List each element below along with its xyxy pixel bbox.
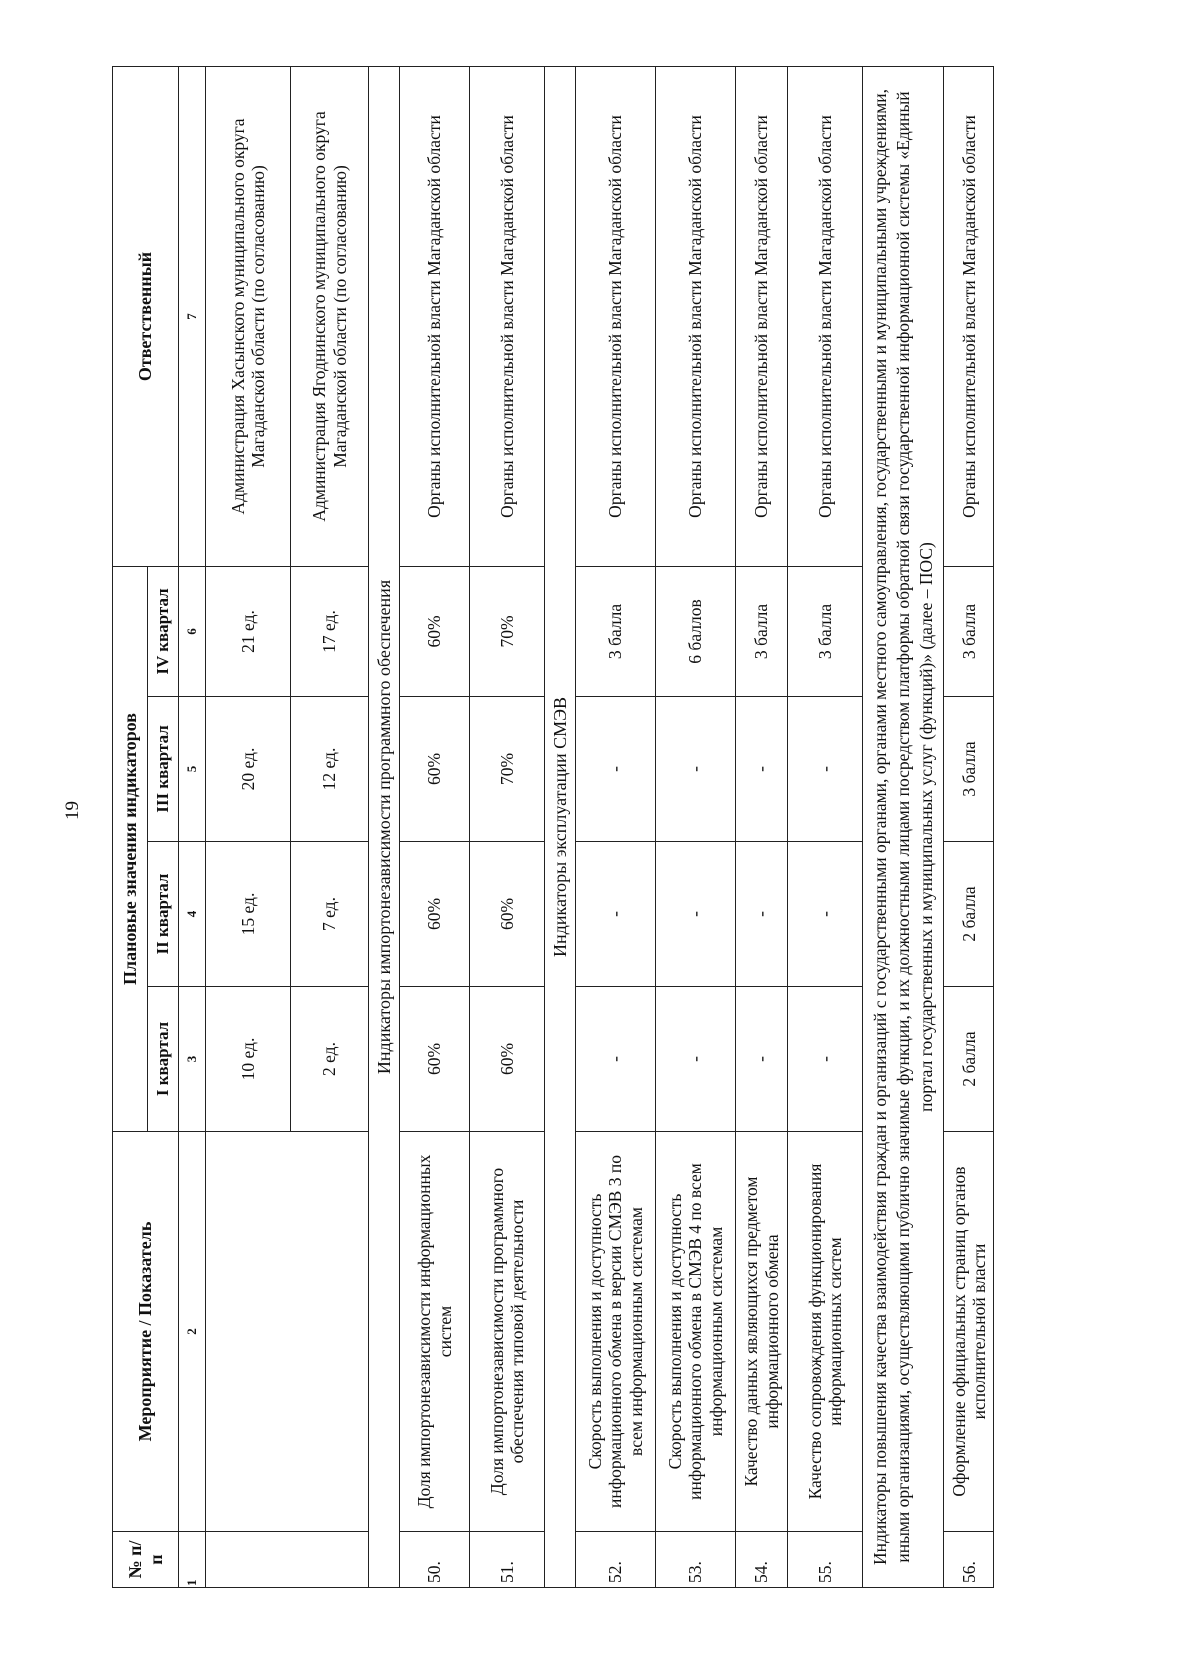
num-cell: 50.: [400, 1532, 470, 1588]
responsible-cell: Органы исполнительной власти Магаданской области: [400, 66, 470, 566]
document-page: [112, 0, 1200, 1588]
num-cell: [206, 1532, 369, 1588]
q2-cell: 60%: [470, 842, 545, 987]
event-cell: Оформление официальных страниц органов исполнительной власти: [944, 1132, 994, 1532]
table-row: [576, 66, 656, 1587]
q4-cell: 3 балла: [788, 566, 863, 696]
q4-cell: 70%: [470, 566, 545, 696]
section-title: Индикаторы повышения качества взаимодействия граждан и организаций с государственными органами, органами местного самоуправления, государственными и муниципальными учреждениями, иными организациями, осуществляющими публично значимые функции, и их должностными лицами посредством платформы обратной связи государственной информационной системы «Единый портал государственных и муниципальных услуг (функций)» (далее – ПОС): [863, 66, 944, 1587]
q1-cell: -: [576, 987, 656, 1132]
q1-cell: 60%: [400, 987, 470, 1132]
q2-cell: -: [576, 842, 656, 987]
q3-cell: -: [576, 697, 656, 842]
q1-cell: -: [788, 987, 863, 1132]
q3-cell: -: [656, 697, 736, 842]
q1-cell: 60%: [470, 987, 545, 1132]
header-row: [113, 66, 148, 1587]
table-row: [400, 66, 470, 1587]
section-title: Индикаторы импортонезависимости программного обеспечения: [369, 66, 400, 1587]
table-row: [206, 66, 291, 1587]
table-row: [736, 66, 788, 1587]
q3-cell: 60%: [400, 697, 470, 842]
header-q3: III квартал: [148, 697, 179, 842]
event-cell: [206, 1132, 369, 1532]
q3-cell: 20 ед.: [206, 697, 291, 842]
column-number: 6: [179, 566, 206, 696]
q4-cell: 60%: [400, 566, 470, 696]
section-row: [545, 66, 576, 1587]
column-number: 1: [179, 1532, 206, 1588]
num-cell: 51.: [470, 1532, 545, 1588]
header-q2: II квартал: [148, 842, 179, 987]
q3-cell: 12 ед.: [291, 697, 369, 842]
q1-cell: 10 ед.: [206, 987, 291, 1132]
table-row: [788, 66, 863, 1587]
q3-cell: -: [788, 697, 863, 842]
q3-cell: 70%: [470, 697, 545, 842]
num-cell: 55.: [788, 1532, 863, 1588]
q1-cell: -: [656, 987, 736, 1132]
event-cell: Скорость выполнения и доступность информационного обмена в версии СМЭВ 3 по всем информационным системам: [576, 1132, 656, 1532]
q1-cell: 2 ед.: [291, 987, 369, 1132]
event-cell: Скорость выполнения и доступность информационного обмена в СМЭВ 4 по всем информационным системам: [656, 1132, 736, 1532]
responsible-cell: Органы исполнительной власти Магаданской области: [656, 66, 736, 566]
q2-cell: -: [788, 842, 863, 987]
header-event: Мероприятие / Показатель: [113, 1132, 179, 1532]
q4-cell: 21 ед.: [206, 566, 291, 696]
header-q1: I квартал: [148, 987, 179, 1132]
column-number: 7: [179, 66, 206, 566]
responsible-cell: Органы исполнительной власти Магаданской области: [470, 66, 545, 566]
event-cell: Качество сопровождения функционирования информационных систем: [788, 1132, 863, 1532]
q4-cell: 17 ед.: [291, 566, 369, 696]
responsible-cell: Органы исполнительной власти Магаданской области: [576, 66, 656, 566]
q1-cell: -: [736, 987, 788, 1132]
q2-cell: 7 ед.: [291, 842, 369, 987]
q2-cell: -: [656, 842, 736, 987]
num-cell: 54.: [736, 1532, 788, 1588]
header-planned: Плановые значения индикаторов: [113, 566, 148, 1131]
q4-cell: 3 балла: [944, 566, 994, 696]
q4-cell: 3 балла: [736, 566, 788, 696]
q3-cell: -: [736, 697, 788, 842]
column-number: 5: [179, 697, 206, 842]
column-number: 3: [179, 987, 206, 1132]
section-row: [863, 66, 944, 1587]
num-cell: 52.: [576, 1532, 656, 1588]
responsible-cell: Администрация Ягоднинского муниципального округа Магаданской области (по согласованию): [291, 66, 369, 566]
header-num: № п/п: [113, 1532, 179, 1588]
q4-cell: 3 балла: [576, 566, 656, 696]
q1-cell: 2 балла: [944, 987, 994, 1132]
section-row: [369, 66, 400, 1587]
event-cell: Качество данных являющихся предметом информационного обмена: [736, 1132, 788, 1532]
column-number: 4: [179, 842, 206, 987]
event-cell: Доля импортонезависимости программного обеспечения типовой деятельности: [470, 1132, 545, 1532]
responsible-cell: Органы исполнительной власти Магаданской области: [788, 66, 863, 566]
responsible-cell: Администрация Хасынского муниципального округа Магаданской области (по согласованию): [206, 66, 291, 566]
section-title: Индикаторы эксплуатации СМЭВ: [545, 66, 576, 1587]
q2-cell: 2 балла: [944, 842, 994, 987]
responsible-cell: Органы исполнительной власти Магаданской области: [736, 66, 788, 566]
q3-cell: 3 балла: [944, 697, 994, 842]
table-row: [470, 66, 545, 1587]
table-row: [656, 66, 736, 1587]
event-cell: Доля импортонезависимости информационных систем: [400, 1132, 470, 1532]
responsible-cell: Органы исполнительной власти Магаданской области: [944, 66, 994, 566]
q2-cell: 60%: [400, 842, 470, 987]
table-row: [944, 66, 994, 1587]
q2-cell: 15 ед.: [206, 842, 291, 987]
q2-cell: -: [736, 842, 788, 987]
q4-cell: 6 баллов: [656, 566, 736, 696]
num-cell: 56.: [944, 1532, 994, 1588]
column-number: 2: [179, 1132, 206, 1532]
page-number: 19: [62, 801, 83, 820]
header-q4: IV квартал: [148, 566, 179, 696]
header-responsible: Ответственный: [113, 66, 179, 566]
indicators-table: [112, 66, 994, 1588]
column-numbers-row: [179, 66, 206, 1587]
num-cell: 53.: [656, 1532, 736, 1588]
